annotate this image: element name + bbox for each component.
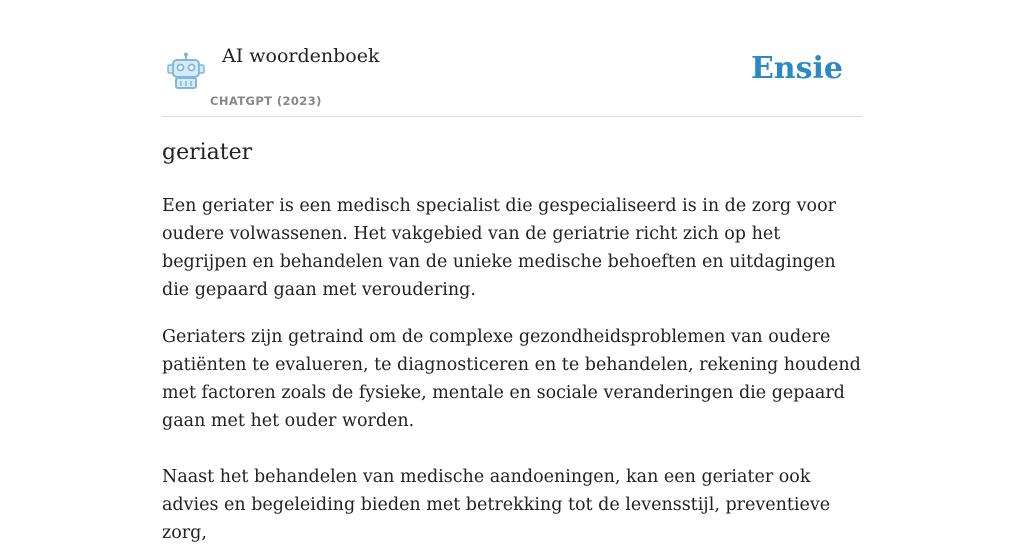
- robot-icon: [166, 52, 206, 90]
- source-title[interactable]: AI woordenboek: [222, 45, 380, 67]
- definition-paragraph: Naast het behandelen van medische aandoeningen, kan een geriater ook advies en begeleiding bieden met betrekking tot de levensstijl, preventieve zorg,: [162, 467, 831, 543]
- source-subtitle: CHATGPT (2023): [210, 94, 322, 108]
- page: [162, 0, 862, 543]
- definition-paragraph: Geriaters zijn getraind om de complexe gezondheidsproblemen van oudere patiënten te evalueren, te diagnosticeren en te behandelen, rekening houdend met factoren zoals de fysieke, mentale en sociale veranderingen die gepaard gaan met het ouder worden.: [162, 327, 861, 431]
- entry-title: geriater: [162, 140, 253, 165]
- definition-paragraph: Een geriater is een medisch specialist die gespecialiseerd is in de zorg voor oudere volwassenen. Het vakgebied van de geriatrie richt zich op het begrijpen en behandelen van de unieke medische behoeften en uitdagingen die gepaard gaan met veroudering.: [162, 196, 836, 300]
- dictionary-header: [162, 0, 862, 117]
- ensie-logo[interactable]: Ensie: [750, 51, 843, 86]
